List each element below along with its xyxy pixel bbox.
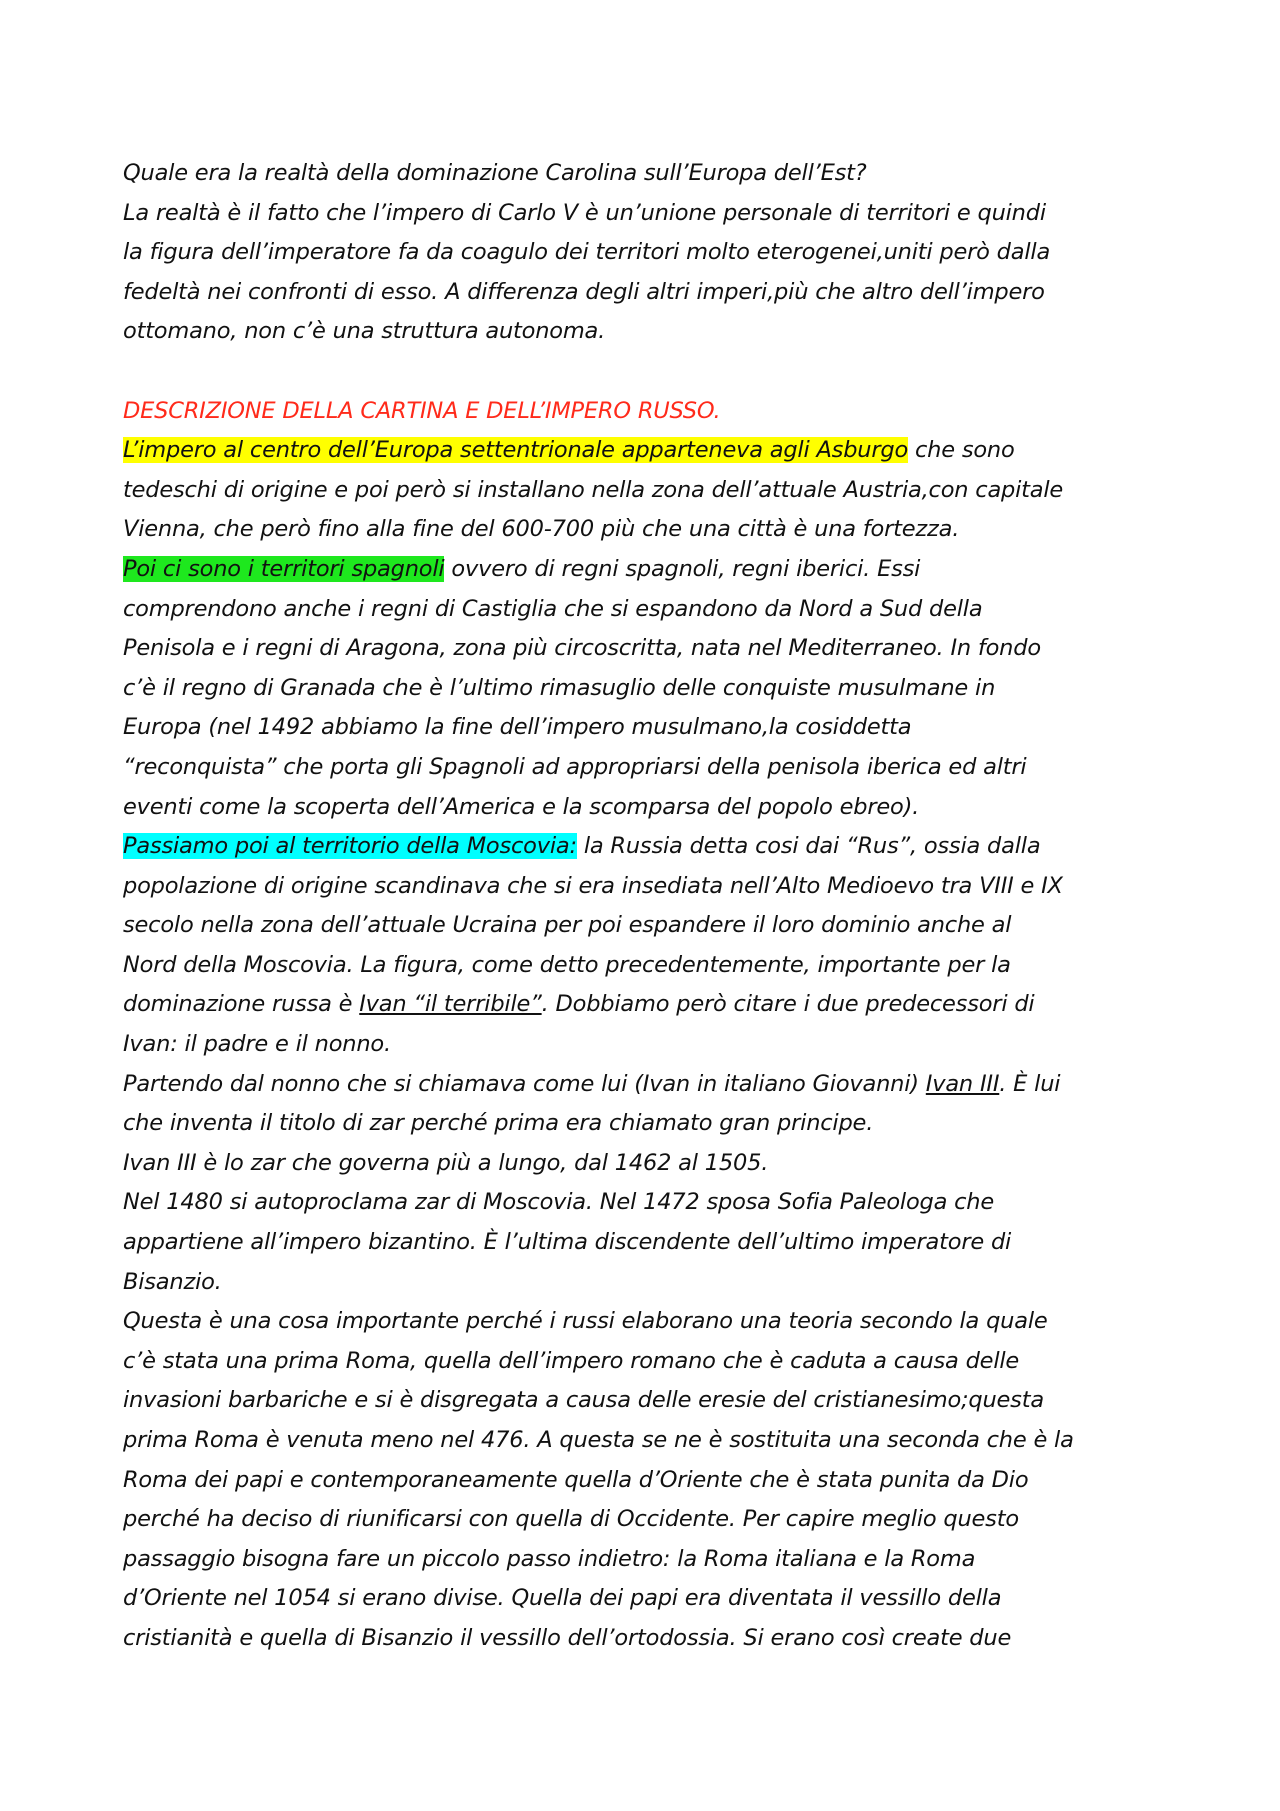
text-run: ovvero di regni spagnoli, regni iberici. Essi [444,555,921,582]
paragraph-line [123,431,1173,471]
paragraph-line: Vienna, che però fino alla fine del 600-700 più che una città è una fortezza. [123,516,960,543]
paragraph-line: Ivan III è lo zar che governa più a lungo, dal 1462 al 1505. [123,1149,769,1176]
highlight-yellow: L’impero al centro dell’Europa settentrionale apparteneva agli Asburgo [123,437,909,464]
paragraph-line [123,985,1173,1025]
paragraph-line: Penisola e i regni di Aragona, zona più circoscritta, nata nel Mediterraneo. In fondo [123,635,1041,662]
paragraph-line: popolazione di origine scandinava che si era insediata nell’Alto Medioevo tra VIII e IX [123,872,1063,899]
paragraph-line: appartiene all’impero bizantino. È l’ultima discendente dell’ultimo imperatore di [123,1229,1012,1256]
paragraph-line: comprendono anche i regni di Castiglia che si espandono da Nord a Sud della [123,595,983,622]
answer-line: ottomano, non c’è una struttura autonoma. [123,318,606,345]
paragraph-line: invasioni barbariche e si è disgregata a causa delle eresie del cristianesimo;questa [123,1387,1044,1414]
highlight-cyan: Passiamo poi al territorio della Moscovia: [123,833,577,860]
paragraph-spacer [123,352,1173,392]
paragraph-line: prima Roma è venuta meno nel 476. A questa se ne è sostituita una seconda che è la [123,1427,1074,1453]
paragraph-line: Europa (nel 1492 abbiamo la fine dell’impero musulmano,la cosiddetta [123,714,912,741]
text-run: dominazione russa è [123,991,360,1018]
paragraph-line: cristianità e quella di Bisanzio il vessillo dell’ortodossia. Si erano così create due [123,1624,1012,1651]
text-run: Partendo dal nonno che si chiamava come lui (Ivan in italiano Giovanni) [123,1070,926,1097]
paragraph-line [123,1065,1173,1105]
paragraph-line: perché ha deciso di riunificarsi con quella di Occidente. Per capire meglio questo [123,1506,1019,1533]
section-heading: DESCRIZIONE DELLA CARTINA E DELL’IMPERO RUSSO. [123,397,721,424]
text-run: che sono [908,437,1015,464]
document-body [123,154,1173,1659]
paragraph-line [123,827,1173,867]
paragraph-line: tedeschi di origine e poi però si installano nella zona dell’attuale Austria,con capitale [123,476,1064,503]
paragraph-line: “reconquista” che porta gli Spagnoli ad appropriarsi della penisola iberica ed altri [123,753,1027,780]
paragraph-line [123,550,1173,590]
underlined-text: Ivan III [925,1070,1000,1097]
paragraph-line: Nel 1480 si autoproclama zar di Moscovia. Nel 1472 sposa Sofia Paleologa che [123,1189,995,1216]
answer-line: la figura dell’imperatore fa da coagulo dei territori molto eterogenei,uniti però dalla [123,239,1051,266]
paragraph-line: secolo nella zona dell’attuale Ucraina per poi espandere il loro dominio anche al [123,912,1012,939]
paragraph-line: Questa è una cosa importante perché i russi elaborano una teoria secondo la quale [123,1308,1048,1335]
answer-line: La realtà è il fatto che l’impero di Carlo V è un’unione personale di territori e quindi [123,199,1046,226]
paragraph-line: Roma dei papi e contemporaneamente quella d’Oriente che è stata punita da Dio [123,1466,1029,1493]
paragraph-line: Ivan: il padre e il nonno. [123,1031,391,1058]
paragraph-line: passaggio bisogna fare un piccolo passo indietro: la Roma italiana e la Roma [123,1545,976,1572]
text-run: . È lui [999,1070,1061,1097]
answer-line: fedeltà nei confronti di esso. A differenza degli altri imperi,più che altro dell’impero [123,278,1045,305]
text-run: . Dobbiamo però citare i due predecessori di [541,991,1035,1018]
paragraph-line: c’è stata una prima Roma, quella dell’impero romano che è caduta a causa delle [123,1347,1020,1374]
paragraph-line: che inventa il titolo di zar perché prima era chiamato gran principe. [123,1110,874,1137]
paragraph-line: Bisanzio. [123,1268,222,1295]
paragraph-line: eventi come la scoperta dell’America e la scomparsa del popolo ebreo). [123,793,920,820]
question-line: Quale era la realtà della dominazione Carolina sull’Europa dell’Est? [123,160,867,186]
underlined-text: Ivan “il terribile” [359,991,542,1018]
text-run: la Russia detta cosi dai “Rus”, ossia dalla [576,833,1041,860]
paragraph-line: c’è il regno di Granada che è l’ultimo rimasuglio delle conquiste musulmane in [123,674,996,701]
highlight-green: Poi ci sono i territori spagnoli [123,555,445,582]
paragraph-line: Nord della Moscovia. La figura, come detto precedentemente, importante per la [123,951,1011,978]
paragraph-line: d’Oriente nel 1054 si erano divise. Quella dei papi era diventata il vessillo della [123,1585,1002,1612]
